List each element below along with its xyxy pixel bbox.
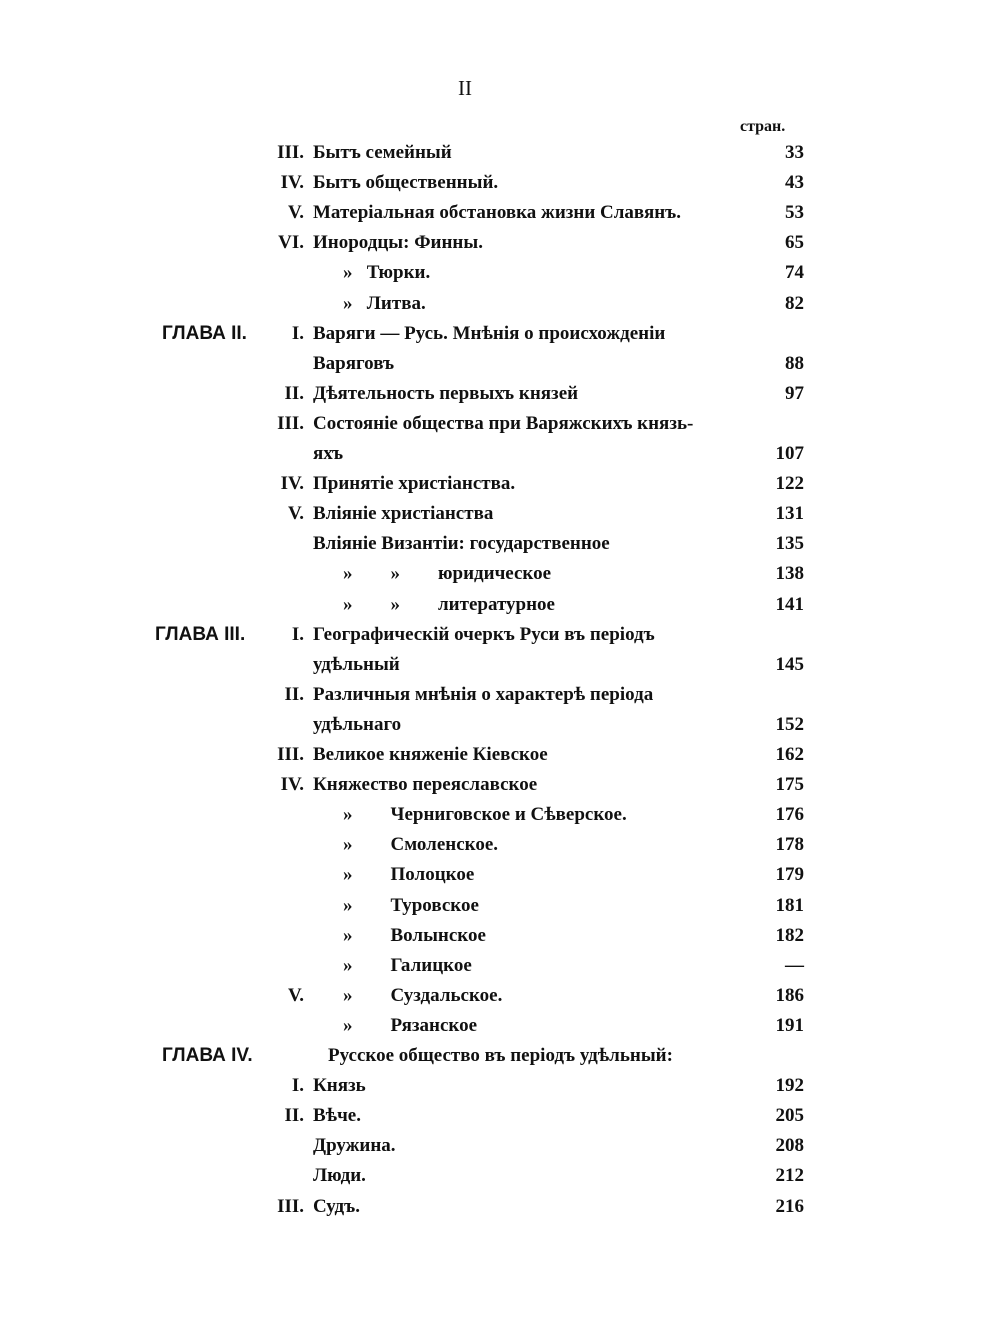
toc-row: [0, 652, 1000, 682]
toc-row: [0, 832, 1000, 862]
page-reference: 82: [785, 292, 804, 314]
section-number: VI.: [278, 232, 304, 254]
page-reference: 53: [785, 202, 804, 224]
chapter-label: ГЛАВА II.: [162, 322, 247, 344]
section-number: V.: [287, 984, 304, 1006]
page-reference: 162: [775, 744, 804, 765]
toc-row: [0, 592, 1000, 622]
page-reference: 88: [785, 352, 804, 374]
toc-row: [0, 953, 1000, 983]
toc-row: [0, 983, 1000, 1013]
page-reference: 175: [775, 774, 804, 796]
page-column-label: стран.: [740, 118, 786, 135]
toc-row: [0, 531, 1000, 561]
section-title: » Туровское: [343, 894, 479, 916]
page-reference: 205: [775, 1105, 804, 1127]
section-title: Бытъ общественный.: [313, 172, 499, 194]
toc-row: [0, 230, 1000, 260]
toc-row: [0, 381, 1000, 411]
toc-row: [0, 1133, 1000, 1163]
toc-row: [0, 772, 1000, 802]
section-title: » Галицкое: [343, 954, 472, 976]
section-number: II.: [284, 382, 304, 404]
toc-row: [0, 321, 1000, 351]
section-title: Матеріальная обстановка жизни Славянъ.: [313, 202, 681, 224]
page-number: II: [458, 76, 472, 100]
page-reference: 141: [775, 593, 804, 615]
section-title: Различныя мнѣнія о характерѣ періода: [313, 683, 654, 705]
section-title: Княжество переяславское: [313, 774, 538, 796]
section-number: III.: [277, 744, 304, 765]
page-reference: 43: [785, 172, 804, 194]
section-title: » Суздальское.: [343, 984, 503, 1006]
section-title: Вліяніе христіанства: [313, 503, 494, 525]
toc-row: [0, 1194, 1000, 1224]
section-title: Варяги — Русь. Мнѣнія о происхожденіи: [313, 322, 666, 344]
chapter-label: ГЛАВА III.: [155, 623, 246, 645]
section-number: IV.: [280, 172, 304, 194]
section-title: » Тюрки.: [343, 262, 431, 284]
section-title: Вѣче.: [313, 1105, 361, 1127]
section-number: II.: [284, 1105, 304, 1127]
section-title: » Полоцкое: [343, 864, 475, 886]
section-title: удѣльный: [313, 653, 400, 675]
page-reference: 138: [775, 563, 804, 585]
page-reference: 178: [775, 834, 804, 856]
section-title: Судъ.: [313, 1195, 360, 1217]
page-reference: 97: [785, 382, 804, 404]
section-title: » Рязанское: [343, 1014, 478, 1036]
section-title: Дѣятельность первыхъ князей: [313, 382, 579, 404]
toc-row: [0, 1103, 1000, 1133]
toc-row: [0, 1043, 1000, 1073]
page-reference: 65: [785, 232, 804, 254]
section-title: Географическій очеркъ Руси въ періодъ: [313, 623, 655, 645]
page-reference: 74: [785, 262, 804, 284]
section-title: Инородцы: Финны.: [313, 232, 483, 254]
page-reference: 152: [775, 713, 804, 735]
page-reference: 212: [775, 1165, 804, 1187]
page-reference: 186: [775, 984, 804, 1006]
section-number: III.: [277, 142, 304, 163]
toc-row: [0, 742, 1000, 772]
page-reference: 181: [775, 894, 804, 916]
section-title: Варяговъ: [313, 352, 395, 374]
section-title: Князь: [313, 1075, 366, 1097]
page-reference: 122: [775, 473, 804, 495]
section-title: яхъ: [313, 443, 344, 464]
section-number: I.: [291, 322, 304, 344]
page-reference: 216: [775, 1195, 804, 1217]
page-reference: —: [785, 954, 804, 976]
toc-row: [0, 291, 1000, 321]
toc-row: [0, 1163, 1000, 1193]
toc-row: [0, 411, 1000, 441]
section-title: » » юридическое: [343, 563, 552, 585]
chapter-label: ГЛАВА IV.: [162, 1045, 253, 1066]
section-title: » Черниговское и Сѣверское.: [343, 804, 627, 826]
page-reference: 107: [775, 443, 804, 464]
section-number: IV.: [280, 473, 304, 495]
section-title: » Литва.: [343, 292, 426, 314]
section-title: Вліяніе Византіи: государственное: [313, 533, 610, 555]
section-number: V.: [287, 202, 304, 224]
page-reference: 192: [775, 1075, 804, 1097]
page-reference: 179: [775, 864, 804, 886]
section-number: I.: [291, 623, 304, 645]
toc-row: [0, 802, 1000, 832]
page-reference: 191: [775, 1014, 804, 1036]
section-number: I.: [291, 1075, 304, 1097]
section-title: Великое княженіе Кіевское: [313, 744, 548, 765]
toc-row: [0, 200, 1000, 230]
section-title: Русское общество въ періодъ удѣльный:: [328, 1045, 673, 1066]
section-title: Состояніе общества при Варяжскихъ князь-: [313, 412, 694, 434]
page-reference: 135: [775, 533, 804, 555]
page-reference: 208: [775, 1135, 804, 1157]
page-reference: 176: [775, 804, 804, 826]
page-reference: 145: [775, 653, 804, 675]
section-title: Принятіе христіанства.: [313, 473, 516, 495]
toc-row: [0, 351, 1000, 381]
section-number: III.: [277, 1195, 304, 1217]
toc-row: [0, 1073, 1000, 1103]
toc-row: [0, 170, 1000, 200]
section-title: » Волынское: [343, 924, 486, 946]
toc-row: [0, 501, 1000, 531]
toc-row: [0, 893, 1000, 923]
toc-row: [0, 441, 1000, 471]
toc-row: [0, 140, 1000, 170]
toc-row: [0, 260, 1000, 290]
toc-row: [0, 561, 1000, 591]
section-number: III.: [277, 412, 304, 434]
page-reference: 131: [775, 503, 804, 525]
section-title: Люди.: [313, 1165, 366, 1187]
toc-row: [0, 1013, 1000, 1043]
section-number: IV.: [280, 774, 304, 796]
page-reference: 33: [785, 142, 804, 163]
toc-row: [0, 682, 1000, 712]
toc-row: [0, 471, 1000, 501]
section-title: Дружина.: [313, 1135, 396, 1157]
toc-row: [0, 923, 1000, 953]
section-title: удѣльнаго: [313, 713, 402, 735]
section-number: V.: [287, 503, 304, 525]
section-title: Бытъ семейный: [313, 142, 452, 163]
section-number: II.: [284, 683, 304, 705]
section-title: » » литературное: [343, 593, 555, 615]
section-title: » Смоленское.: [343, 834, 499, 856]
page-reference: 182: [775, 924, 804, 946]
toc-row: [0, 622, 1000, 652]
toc-row: [0, 862, 1000, 892]
toc-row: [0, 712, 1000, 742]
